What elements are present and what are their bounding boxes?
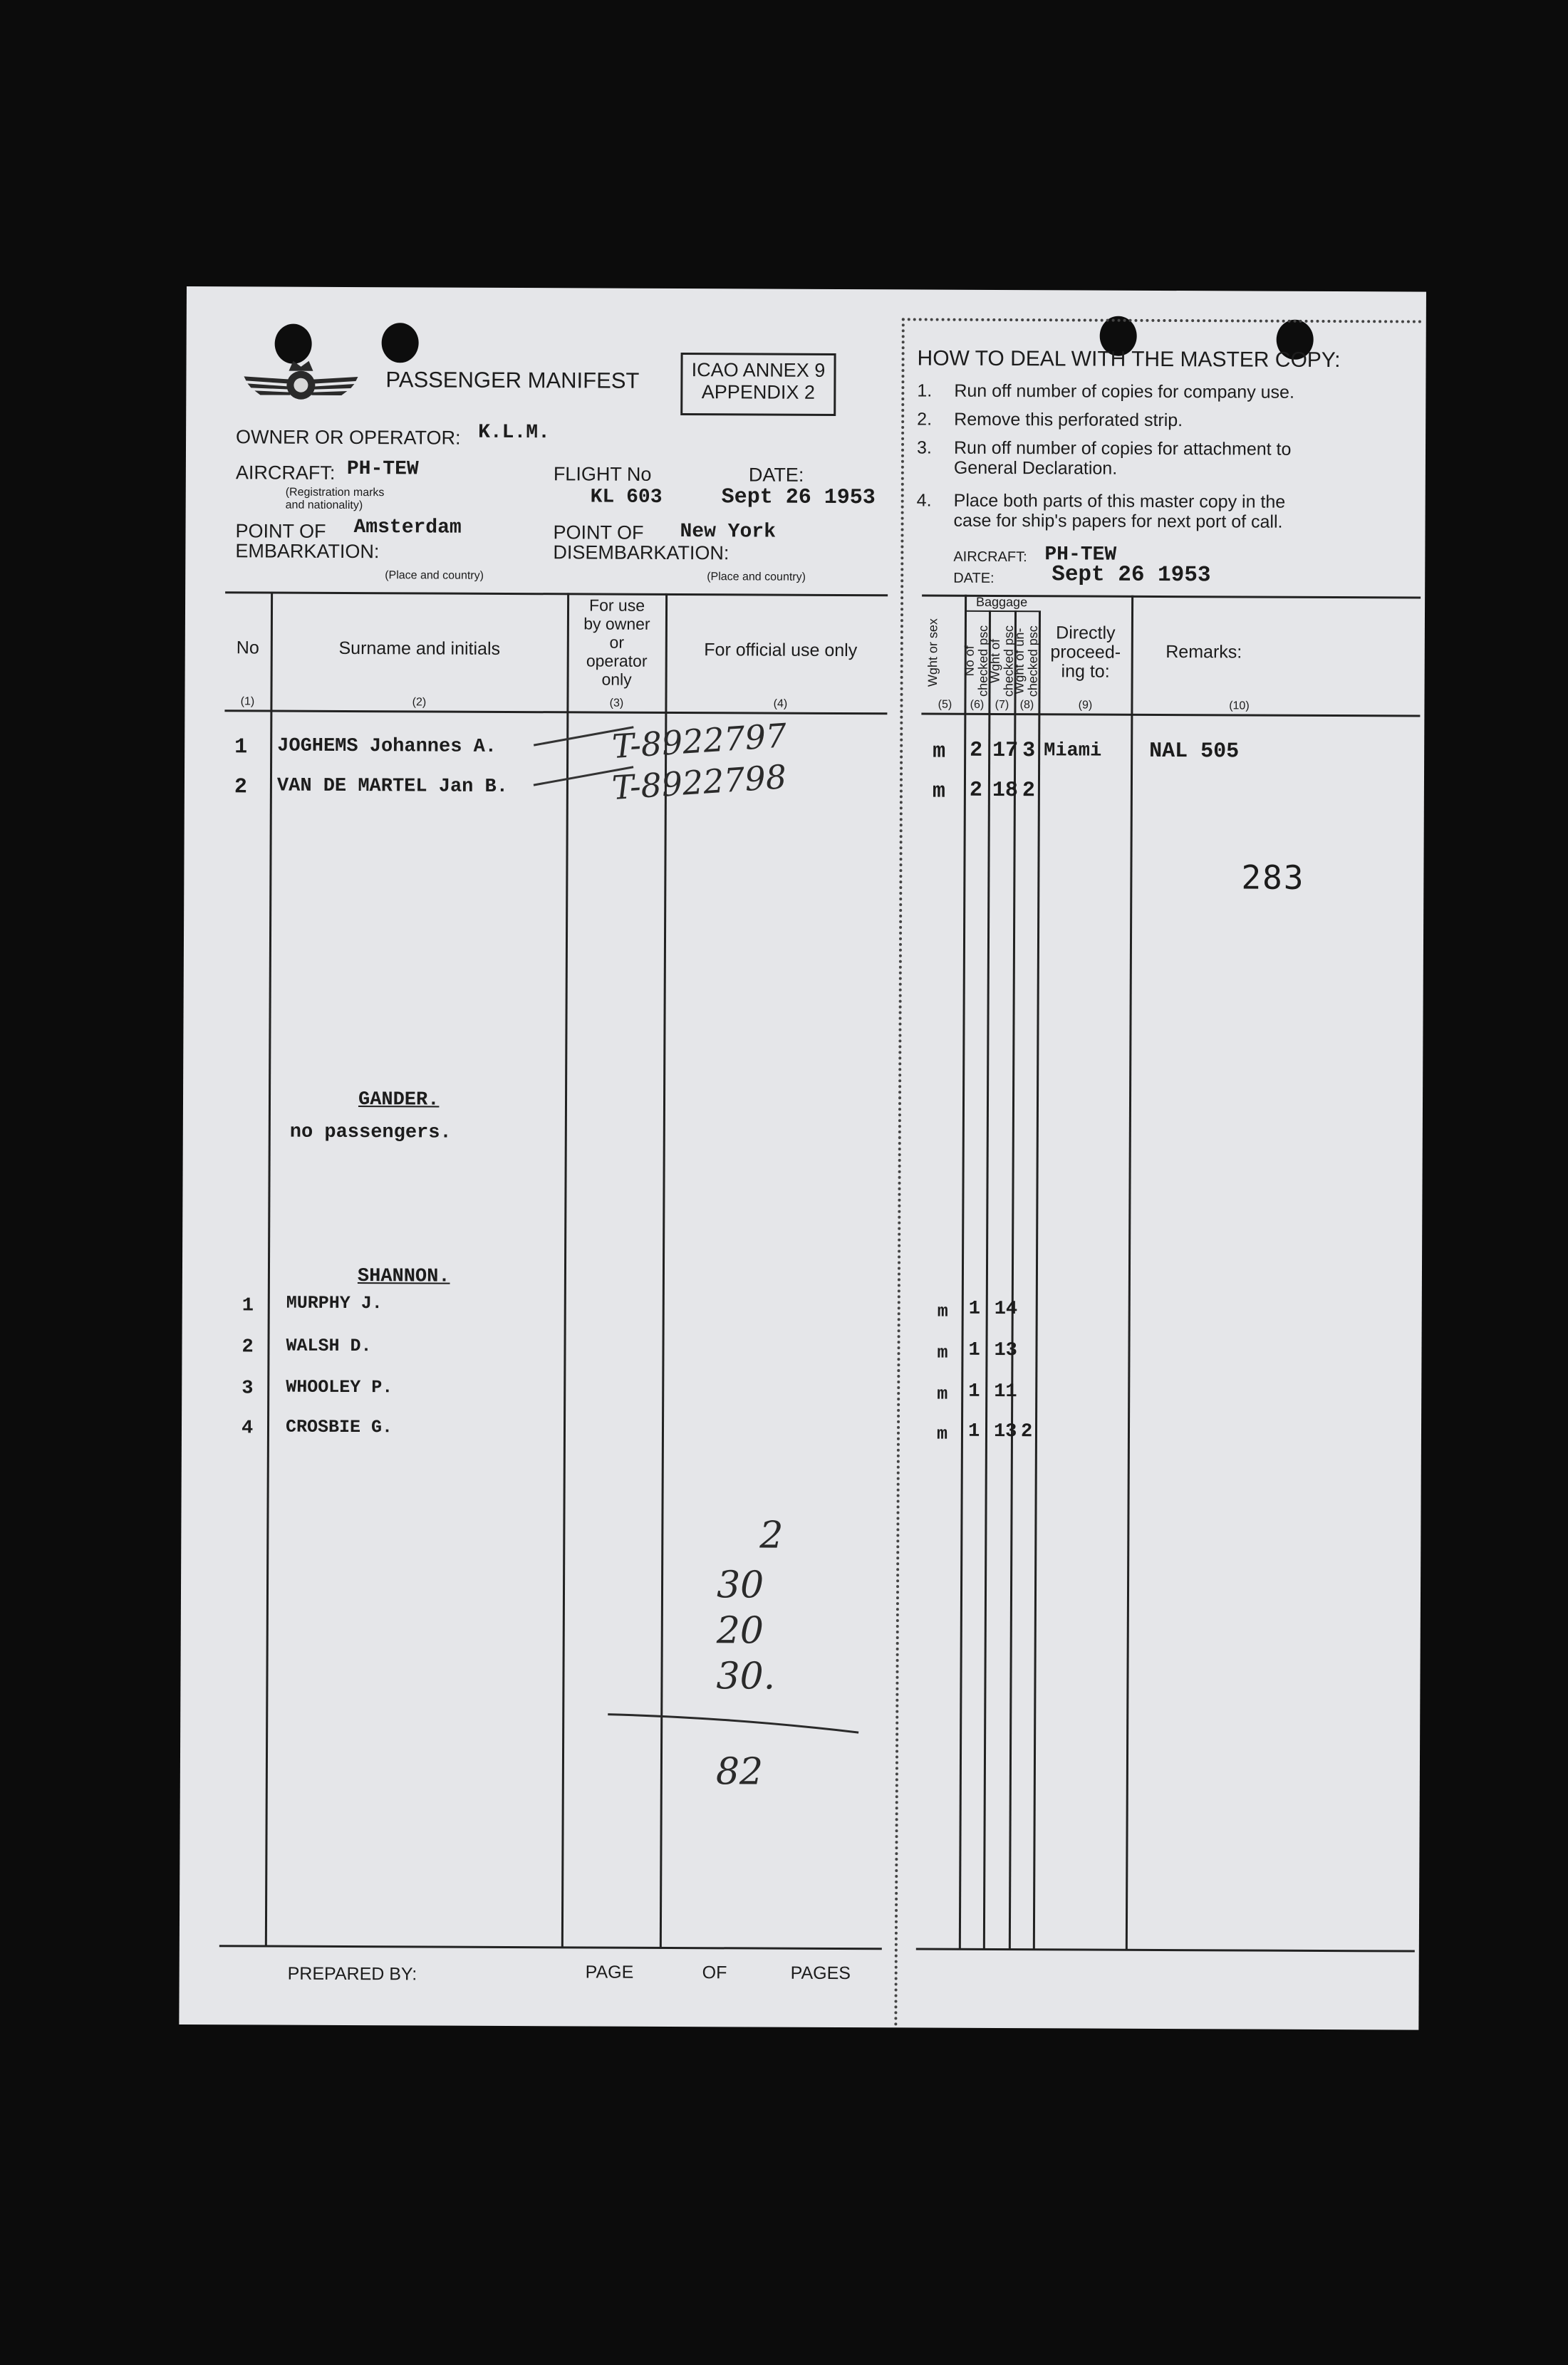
aircraft-label: AIRCRAFT: xyxy=(235,462,336,484)
handwritten-sum-2: 30 xyxy=(716,1564,764,1607)
aircraft-value: PH-TEW xyxy=(346,457,419,481)
shannon-4-name: CROSBIE G. xyxy=(285,1416,393,1438)
shannon-1-name: MURPHY J. xyxy=(286,1292,383,1314)
col-num-9: (9) xyxy=(1078,699,1093,712)
shannon-4-unchecked: 2 xyxy=(1020,1421,1033,1443)
passenger-2-sex: m xyxy=(932,779,946,804)
col-num-2: (2) xyxy=(412,696,427,709)
col-checked-pcs-header: No of checked psc xyxy=(962,625,990,697)
passenger-2-unchecked: 2 xyxy=(1022,779,1036,804)
shannon-1-no: 1 xyxy=(242,1295,254,1317)
handwritten-sum-1: 2 xyxy=(759,1514,784,1557)
annex-box xyxy=(680,353,836,416)
page-label: PAGE xyxy=(585,1962,634,1982)
embark-note: (Place and country) xyxy=(385,569,484,582)
shannon-2-no: 2 xyxy=(242,1336,254,1358)
header-bottom-rule-right xyxy=(921,713,1420,717)
shannon-3-no: 3 xyxy=(242,1378,254,1400)
instruction-4-num: 4. xyxy=(916,490,932,511)
instructions-heading: HOW TO DEAL WITH THE MASTER COPY: xyxy=(917,346,1341,373)
col-num-7: (7) xyxy=(995,698,1009,712)
strip-aircraft-value: PH-TEW xyxy=(1044,544,1117,566)
shannon-1-sex: m xyxy=(937,1301,948,1322)
shannon-4-no: 4 xyxy=(241,1418,254,1440)
embark-label-1: POINT OF xyxy=(235,520,326,542)
owner-value: K.L.M. xyxy=(478,421,551,445)
shannon-1-pcs: 1 xyxy=(968,1298,981,1320)
col-checked-weight-header: Wght of checked psc xyxy=(987,625,1016,697)
embark-value: Amsterdam xyxy=(353,516,462,539)
instruction-1-num: 1. xyxy=(917,380,933,401)
of-label: OF xyxy=(702,1963,727,1983)
baggage-header: Baggage xyxy=(975,594,1028,610)
col-divider-9 xyxy=(1126,596,1133,1950)
col-divider-7 xyxy=(1009,610,1017,1950)
instruction-3-text: Run off number of copies for attachment to xyxy=(953,437,1292,459)
passenger-1-weight: 17 xyxy=(992,738,1019,764)
flight-value: KL 603 xyxy=(590,486,663,509)
passenger-2-name: VAN DE MARTEL Jan B. xyxy=(276,775,509,798)
shannon-1-weight: 14 xyxy=(994,1298,1018,1321)
passenger-2-pcs: 2 xyxy=(969,778,983,803)
passenger-1-name: JOGHEMS Johannes A. xyxy=(277,735,497,758)
disembark-value: New York xyxy=(680,521,776,544)
shannon-heading: SHANNON. xyxy=(357,1266,450,1288)
col-surname-header: Surname and initials xyxy=(338,638,501,659)
shannon-4-sex: m xyxy=(936,1423,948,1445)
col-divider-8 xyxy=(1033,610,1041,1950)
handwritten-sum-line xyxy=(605,1710,861,1740)
disembark-label-2: DISEMBARKATION: xyxy=(553,541,730,564)
col-divider-1 xyxy=(265,592,273,1947)
shannon-3-name: WHOOLEY P. xyxy=(286,1376,393,1398)
embark-label-2: EMBARKATION: xyxy=(235,540,380,563)
shannon-2-name: WALSH D. xyxy=(286,1335,372,1357)
disembark-note: (Place and country) xyxy=(707,571,806,583)
instruction-3-num: 3. xyxy=(916,437,932,458)
strip-date-value: Sept 26 1953 xyxy=(1052,562,1211,588)
col-unchecked-weight-header: Wght of un- checked psc xyxy=(1012,625,1040,697)
stamp-number: 283 xyxy=(1241,858,1305,897)
col-num-10: (10) xyxy=(1229,700,1250,712)
manifest-page xyxy=(179,286,1426,2030)
instruction-4-text-2: case for ship's papers for next port of call. xyxy=(953,510,1283,532)
baggage-rule xyxy=(965,610,1039,612)
col-owner-use-header: For use by owner or operator only xyxy=(583,596,650,689)
col-divider-6 xyxy=(983,610,991,1950)
registration-note-2: and nationality) xyxy=(285,499,363,512)
passenger-1-ticket: T-8922797 xyxy=(611,716,788,766)
col-no-header: No xyxy=(236,638,259,658)
handwritten-sum-total: 82 xyxy=(715,1750,764,1794)
passenger-1-pcs: 2 xyxy=(970,738,983,763)
owner-label: OWNER OR OPERATOR: xyxy=(236,426,461,449)
handwritten-sum-3: 20 xyxy=(716,1609,764,1653)
passenger-2-no: 2 xyxy=(234,775,248,800)
passenger-2-weight: 18 xyxy=(992,778,1019,804)
shannon-2-pcs: 1 xyxy=(968,1339,980,1361)
col-num-5: (5) xyxy=(938,698,952,711)
col-weight-sex-header: Wght or sex xyxy=(925,618,940,687)
col-num-3: (3) xyxy=(609,697,624,710)
date-value: Sept 26 1953 xyxy=(721,485,876,511)
shannon-3-sex: m xyxy=(937,1383,948,1405)
registration-note-1: (Registration marks xyxy=(285,486,385,499)
flight-label: FLIGHT No xyxy=(553,463,652,485)
annex-line-1: ICAO ANNEX 9 xyxy=(691,359,826,381)
ticket-pen-strokes xyxy=(526,722,640,801)
date-label: DATE: xyxy=(748,464,804,486)
passenger-1-unchecked: 3 xyxy=(1022,739,1036,764)
shannon-4-weight: 13 xyxy=(993,1420,1017,1443)
table-bottom-rule-right xyxy=(916,1948,1415,1952)
annex-line-2: APPENDIX 2 xyxy=(701,381,815,403)
strip-aircraft-label: AIRCRAFT: xyxy=(953,549,1027,566)
perforation-top xyxy=(902,318,1422,323)
passenger-1-destination: Miami xyxy=(1044,740,1102,762)
gander-note: no passengers. xyxy=(289,1121,452,1144)
passenger-2-ticket: T-8922798 xyxy=(611,757,788,808)
instruction-4-text: Place both parts of this master copy in the xyxy=(953,490,1286,512)
instruction-2-num: 2. xyxy=(917,409,933,430)
passenger-1-sex: m xyxy=(933,739,946,764)
form-title: PASSENGER MANIFEST xyxy=(385,367,640,393)
col-remarks-header: Remarks: xyxy=(1165,642,1242,662)
col-num-4: (4) xyxy=(773,697,788,710)
punch-hole xyxy=(382,323,419,363)
shannon-3-weight: 11 xyxy=(994,1381,1017,1403)
col-num-8: (8) xyxy=(1019,699,1034,712)
klm-crown-logo xyxy=(240,355,361,405)
gander-heading: GANDER. xyxy=(358,1089,440,1111)
handwritten-sum-4: 30. xyxy=(716,1655,776,1698)
instruction-1-text: Run off number of copies for company use. xyxy=(954,380,1295,402)
passenger-1-remarks: NAL 505 xyxy=(1149,739,1240,764)
passenger-1-no: 1 xyxy=(234,735,248,760)
shannon-2-sex: m xyxy=(937,1342,948,1363)
shannon-2-weight: 13 xyxy=(994,1339,1017,1362)
col-num-1: (1) xyxy=(240,695,255,708)
shannon-3-pcs: 1 xyxy=(968,1381,980,1403)
disembark-label-1: POINT OF xyxy=(553,521,644,544)
col-num-6: (6) xyxy=(970,698,985,711)
prepared-by-label: PREPARED BY: xyxy=(287,1963,417,1985)
col-directly-header: Directly proceed- ing to: xyxy=(1050,623,1121,682)
table-bottom-rule xyxy=(219,1945,882,1950)
shannon-4-pcs: 1 xyxy=(967,1420,980,1443)
pages-label: PAGES xyxy=(790,1963,851,1984)
perforation-line xyxy=(894,318,904,2027)
table-top-rule xyxy=(225,591,888,596)
col-divider-5a xyxy=(959,595,967,1950)
instruction-3-text-2: General Declaration. xyxy=(953,457,1118,479)
col-official-header: For official use only xyxy=(704,640,858,661)
strip-date-label: DATE: xyxy=(953,570,995,586)
instruction-2-text: Remove this perforated strip. xyxy=(954,409,1183,431)
